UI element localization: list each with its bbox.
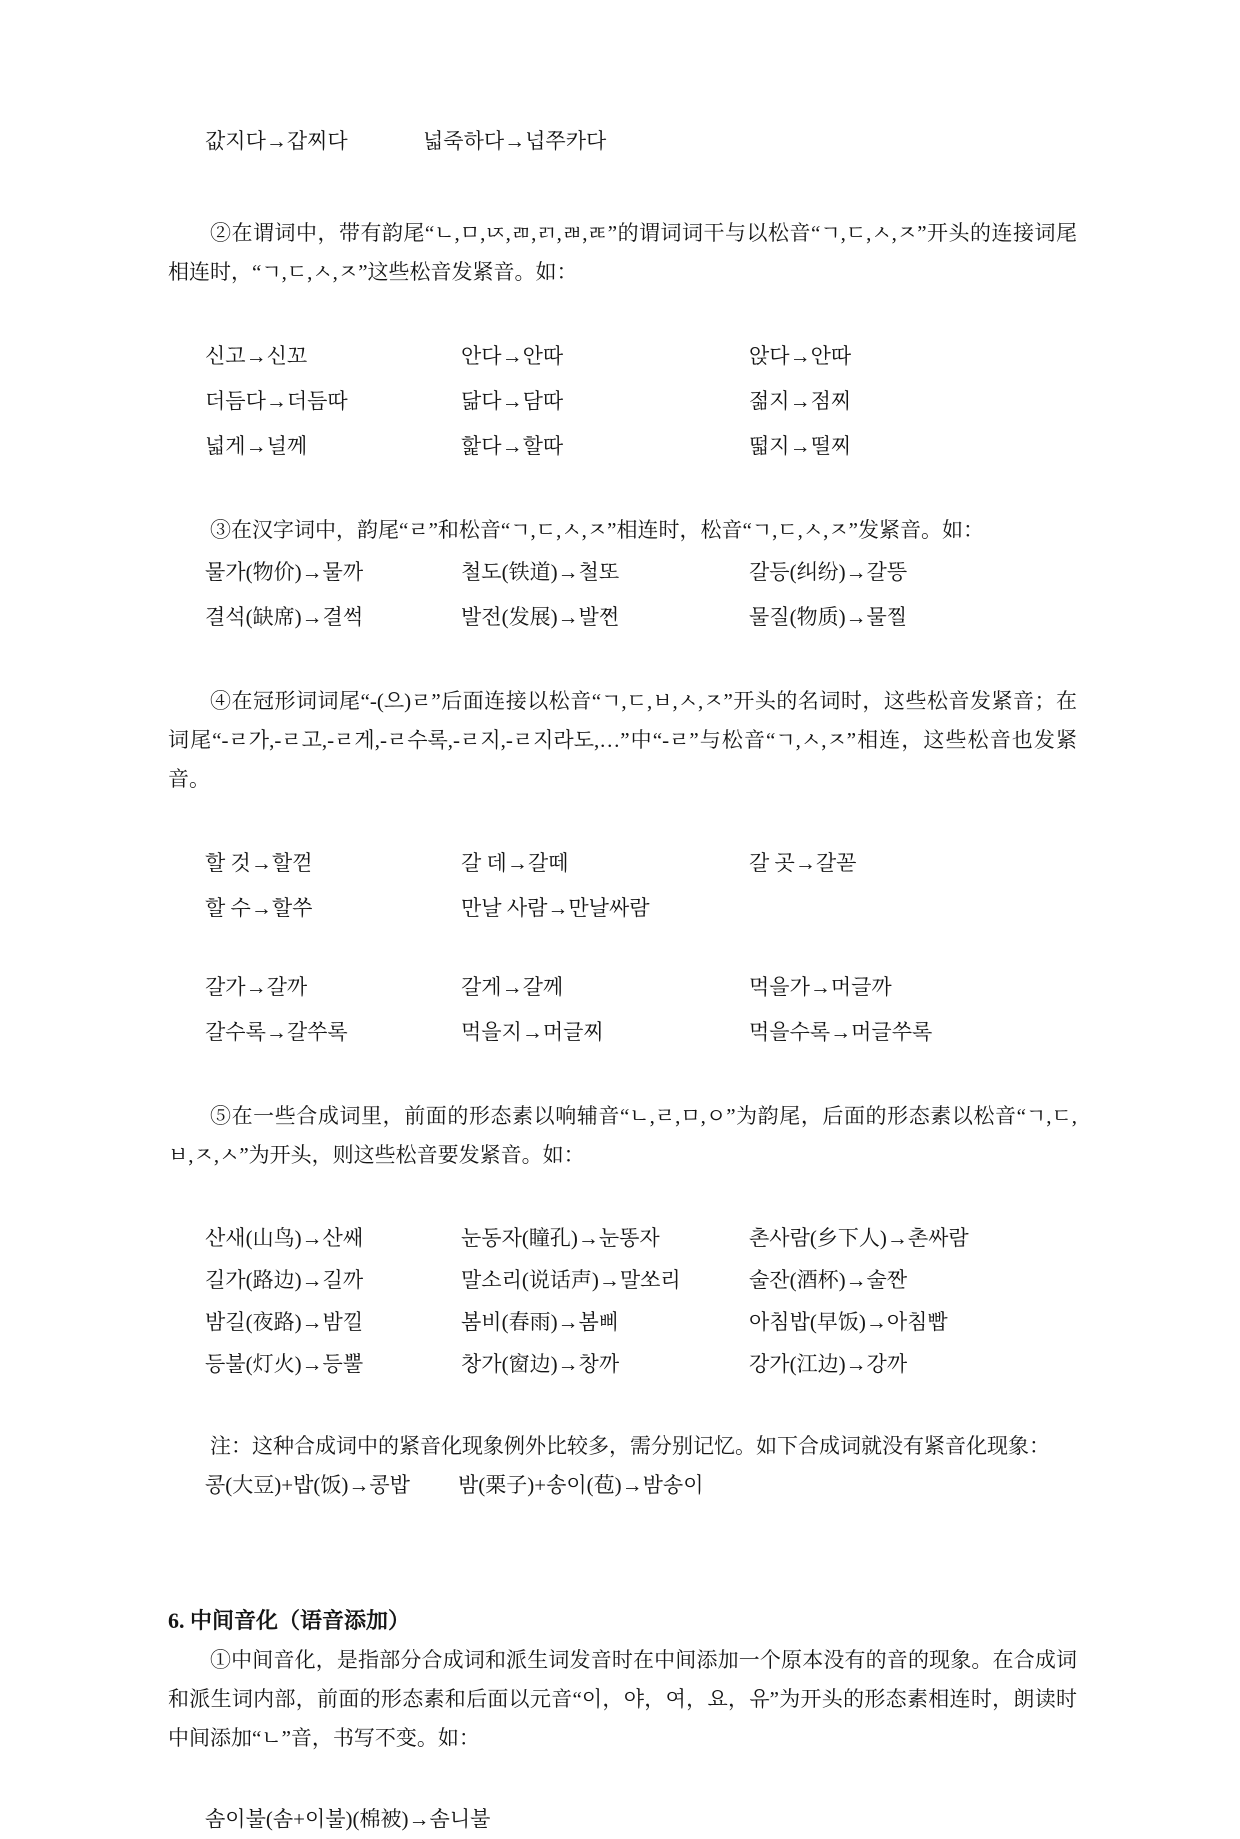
example-table-adnominal-a [205, 841, 1077, 931]
example-cell: 철도(铁道)→철또 [461, 560, 620, 584]
example-cell: 촌사람(乡下人)→촌싸람 [749, 1226, 969, 1250]
example-cell: 밤길(夜路)→밤낄 [205, 1310, 364, 1334]
example-table-sino-korean [205, 550, 1077, 640]
table-row [205, 424, 1077, 469]
table-row [205, 841, 1077, 886]
intro-example-row [205, 126, 1077, 156]
note-example-row [205, 1466, 1077, 1505]
paragraph-tensification-3: ③在汉字词中，韵尾“ㄹ”和松音“ㄱ,ㄷ,ㅅ,ㅈ”相连时，松音“ㄱ,ㄷ,ㅅ,ㅈ”发紧音。如： [210, 518, 984, 542]
table-row [205, 1343, 1077, 1385]
example-cell: 창가(窗边)→창까 [461, 1352, 620, 1376]
example-cell: 봄비(春雨)→봄삐 [461, 1310, 620, 1334]
paragraph-tensification-4: ④在冠形词词尾“-(으)ㄹ”后面连接以松音“ㄱ,ㄷ,ㅂ,ㅅ,ㅈ”开头的名词时，这些松音发紧音；在词尾“-ㄹ가,-ㄹ고,-ㄹ게,-ㄹ수록,-ㄹ지,-ㄹ지라도,…”中“-ㄹ”与松音“ㄱ,ㅅ,ㅈ”相连，这些松音也发紧音。 [168, 689, 1077, 791]
example-cell: 갈가→갈까 [205, 975, 308, 999]
example-table-predicate-endings [205, 334, 1077, 469]
example-cell: 강가(江边)→강까 [749, 1352, 908, 1376]
paragraph-tensification-2: ②在谓词中，带有韵尾“ㄴ,ㅁ,ㄵ,ㄻ,ㄺ,ㄼ,ㄾ”的谓词词干与以松音“ㄱ,ㄷ,ㅅ,ㅈ”开头的连接词尾相连时，“ㄱ,ㄷ,ㅅ,ㅈ”这些松音发紧音。如： [168, 221, 1077, 284]
example-cell: 젊지→점찌 [749, 389, 852, 413]
example-cell: 갈등(纠纷)→갈뜽 [749, 560, 908, 584]
example-item: 콩(大豆)+밥(饭)→콩밥 [205, 1473, 410, 1497]
example-cell: 만날 사람→만날싸람 [461, 896, 650, 920]
table-row [205, 379, 1077, 424]
example-cell: 더듬다→더듬따 [205, 389, 348, 413]
example-cell: 갈게→갈께 [461, 975, 564, 999]
example-cell: 닮다→담따 [461, 389, 564, 413]
table-row [205, 550, 1077, 595]
table-row [205, 1010, 1077, 1055]
table-row [205, 1301, 1077, 1343]
example-cell: 먹을가→머글까 [749, 975, 892, 999]
example-item: 밤(栗子)+송이(苞)→밤송이 [457, 1473, 704, 1497]
example-cell: 술잔(酒杯)→술짠 [749, 1268, 908, 1292]
example-cell: 결석(缺席)→결썩 [205, 605, 364, 629]
table-row [205, 886, 1077, 931]
example-cell: 갈수록→갈쑤록 [205, 1020, 348, 1044]
table-row [205, 1217, 1077, 1259]
example-cell: 물가(物价)→물까 [205, 560, 364, 584]
example-cell: 물질(物质)→물찔 [749, 605, 908, 629]
example-cell: 길가(路边)→길까 [205, 1268, 364, 1292]
example-cell: 갈 곳→갈꼳 [749, 851, 857, 875]
paragraph-tensification-5: ⑤在一些合成词里，前面的形态素以响辅音“ㄴ,ㄹ,ㅁ,ㅇ”为韵尾，后面的形态素以松音“ㄱ,ㄷ,ㅂ,ㅈ,ㅅ”为开头，则这些松音要发紧音。如： [168, 1104, 1077, 1167]
table-row [205, 595, 1077, 640]
example-cell: 아침밥(早饭)→아침빱 [749, 1310, 948, 1334]
example-cell: 핥다→할따 [461, 434, 564, 458]
example-cell: 앉다→안따 [749, 344, 852, 368]
example-cell: 먹을수록→머글쑤록 [749, 1020, 933, 1044]
example-item: 솜이불(솜+이불)(棉被)→솜니불 [205, 1807, 491, 1831]
example-cell: 산새(山鸟)→산쌔 [205, 1226, 364, 1250]
example-cell: 신고→신꼬 [205, 344, 308, 368]
example-cell [749, 886, 1077, 931]
example-cell: 말소리(说话声)→말쏘리 [461, 1268, 681, 1292]
example-item: 값지다→갑찌다 [205, 129, 348, 153]
example-item: 넓죽하다→넙쭈카다 [423, 129, 607, 153]
table-row [205, 334, 1077, 379]
note-paragraph: 注：这种合成词中的紧音化现象例外比较多，需分别记忆。如下合成词就没有紧音化现象： [210, 1434, 1050, 1458]
example-table-compounds [205, 1217, 1077, 1385]
example-cell: 할 것→할껃 [205, 851, 313, 875]
example-cell: 할 수→할쑤 [205, 896, 313, 920]
paragraph-epenthesis-1: ①中间音化，是指部分合成词和派生词发音时在中间添加一个原本没有的音的现象。在合成词和派生词内部，前面的形态素和后面以元音“이，야，여，요，유”为开头的形态素相连时，朗读时中间添加“ㄴ”音，书写不变。如： [168, 1648, 1077, 1750]
example-cell: 떫지→떨찌 [749, 434, 852, 458]
example-cell: 안다→안따 [461, 344, 564, 368]
example-cell: 먹을지→머글찌 [461, 1020, 604, 1044]
example-cell: 갈 데→갈떼 [461, 851, 569, 875]
section-heading-6: 6. 中间音化（语音添加） [168, 1608, 411, 1633]
example-table-adnominal-b [205, 965, 1077, 1055]
example-cell: 넓게→널께 [205, 434, 308, 458]
example-cell: 발전(发展)→발쩐 [461, 605, 620, 629]
table-row [205, 965, 1077, 1010]
example-cell: 눈동자(瞳孔)→눈똥자 [461, 1226, 660, 1250]
final-example-row [205, 1800, 1077, 1839]
example-cell: 등불(灯火)→등뿔 [205, 1352, 364, 1376]
table-row [205, 1259, 1077, 1301]
